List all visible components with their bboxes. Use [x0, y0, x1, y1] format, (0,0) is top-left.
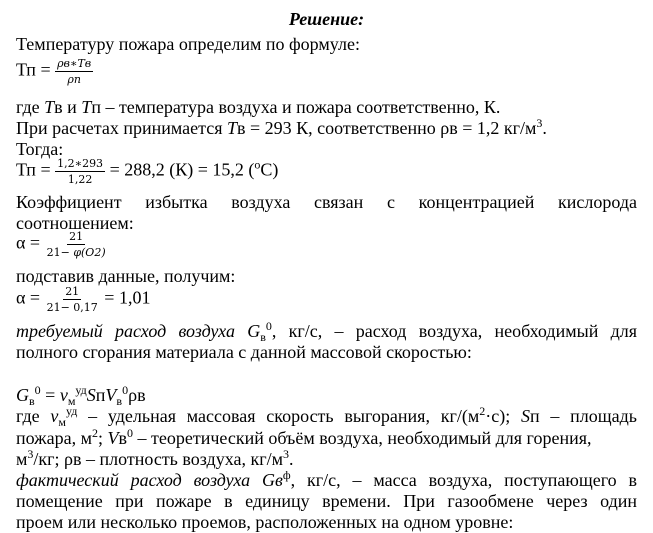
- fraction-denominator: 21− 0,17: [46, 301, 98, 314]
- fraction-denominator: ρп: [67, 73, 81, 86]
- fraction: [45, 285, 100, 314]
- text-line: $м^3/кг$; ρв – плотность воздуха, $кг/м^3$.: [16, 447, 294, 469]
- formula-temperature-calc: Тп = $\frac{1,2∗293}{1,22}$ = 288,2 (К) = 15,2 ($^о$С): [16, 157, 279, 186]
- text-line: проем или несколько проемов, расположенных на одном уровне:: [16, 512, 514, 532]
- fraction-numerator: 21: [65, 285, 80, 298]
- fraction-numerator: 1,2∗293: [57, 157, 104, 170]
- text-line: Коэффициент избытка воздуха связан с концентрацией кислорода: [16, 192, 637, 212]
- formula-lhs: Тп =: [16, 59, 56, 80]
- fraction: [55, 57, 93, 86]
- text-line: Тогда:: [16, 139, 64, 159]
- fraction-numerator: 21: [69, 230, 84, 243]
- text-line: фактический расход воздуха $Gв^ф$, кг/с, – масса воздуха, поступающего в: [16, 468, 637, 490]
- section-heading: Решение:: [288, 9, 365, 29]
- fraction: [55, 157, 105, 186]
- formula-fire-temperature: [16, 57, 93, 86]
- text-line: полного сгорания материала с данной массовой скоростью:: [16, 342, 472, 362]
- text-line: подставив данные, получим:: [16, 266, 236, 286]
- text-line: пожара, $м^2$; $Vв^0$ – теоретический объём воздуха, необходимый для горения,: [16, 426, 592, 448]
- text-line: Температуру пожара определим по формуле:: [16, 34, 360, 54]
- text-line: соотношением:: [16, 213, 134, 233]
- fraction-denominator: 1,22: [67, 173, 93, 186]
- formula-required-air: $G_в^0 = v_м^{уд}SпV_в^0\rho в$: [16, 383, 146, 408]
- text-line: помещение при пожаре в единицу времени. При газообмене через один: [16, 491, 637, 511]
- fraction-denominator: 21− φ(O2): [46, 246, 106, 259]
- formula-excess-air-calc: α = $\frac{21}{21- 0,17}$ = 1,01: [16, 285, 151, 314]
- fraction: [45, 230, 108, 259]
- text-line: При расчетах принимается Тв = 293 К, соответственно ρв = 1,2 $кг/м^3$.: [16, 116, 547, 138]
- formula-excess-air: α = $\frac{21}{21- \varphi(O2)}$: [16, 230, 106, 259]
- text-line: требуемый расход воздуха $G_в^0$, кг/с, – расход воздуха, необходимый для: [16, 319, 637, 344]
- text-line: где $v_м^{уд}$ – удельная массовая скорость выгорания, $кг/(м^2\cdot с)$; Sп – площадь: [16, 404, 637, 429]
- fraction-numerator: ρв∗Тв: [57, 57, 92, 70]
- text-line: где Тв и Тп – температура воздуха и пожара соответственно, К.: [16, 97, 501, 117]
